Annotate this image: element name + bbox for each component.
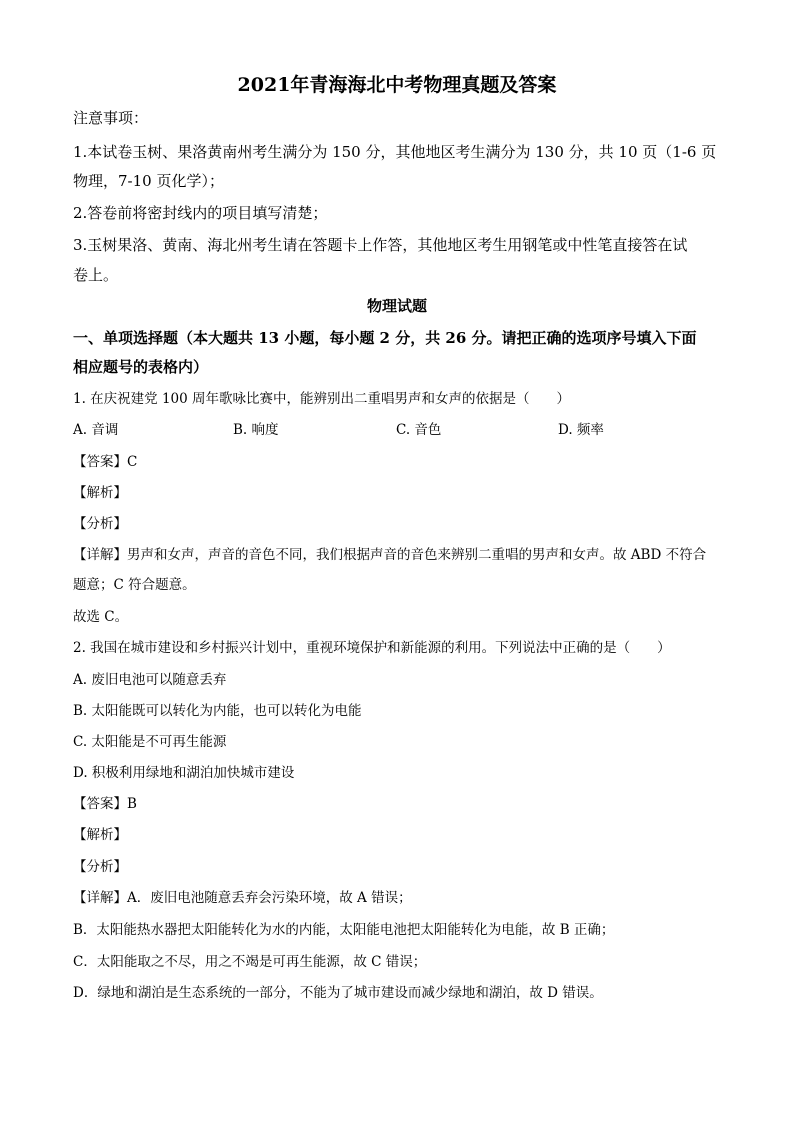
q2-fenxi: 【分析】	[73, 859, 127, 875]
q1-jiexi: 【解析】	[73, 485, 127, 501]
q2-option-b: B. 太阳能既可以转化为内能，也可以转化为电能	[73, 703, 362, 719]
q1-option-b: B. 响度	[233, 422, 279, 438]
q1-fenxi: 【分析】	[73, 516, 127, 532]
notice-item-3-line-2: 卷上。	[73, 266, 119, 284]
q2-detail-c: C．太阳能取之不尽，用之不竭是可再生能源，故 C 错误；	[73, 954, 427, 970]
notice-item-2: 2.答卷前将密封线内的项目填写清楚；	[73, 204, 328, 222]
q1-option-c: C. 音色	[396, 422, 442, 438]
notice-item-1-line-1: 1.本试卷玉树、果洛黄南州考生满分为 150 分，其他地区考生满分为 130 分，共 10 页（1-6 页	[73, 143, 717, 161]
document-title: 2021年青海海北中考物理真题及答案	[237, 74, 557, 96]
q2-detail-d: D．绿地和湖泊是生态系统的一部分，不能为了城市建设而减少绿地和湖泊，故 D 错误。	[73, 985, 603, 1001]
notice-item-1-line-2: 物理，7-10 页化学）；	[73, 172, 224, 190]
q1-stem: 1. 在庆祝建党 100 周年歌咏比赛中，能辨别出二重唱男声和女声的依据是（ ）	[73, 391, 571, 407]
notice-item-3-line-1: 3.玉树果洛、黄南、海北州考生请在答题卡上作答，其他地区考生用钢笔或中性笔直接答在试	[73, 236, 688, 254]
q1-option-d: D. 频率	[558, 422, 604, 438]
q2-option-d: D. 积极利用绿地和湖泊加快城市建设	[73, 765, 295, 781]
q2-option-a: A. 废旧电池可以随意丢弃	[73, 672, 227, 688]
part1-heading-line-1: 一、单项选择题（本大题共 13 小题，每小题 2 分，共 26 分。请把正确的选项序号填入下面	[73, 329, 697, 347]
q2-answer: 【答案】B	[73, 796, 137, 812]
q2-jiexi: 【解析】	[73, 827, 127, 843]
q1-conclusion: 故选 C。	[73, 609, 129, 625]
q2-option-c: C. 太阳能是不可再生能源	[73, 734, 227, 750]
q1-option-a: A. 音调	[73, 422, 119, 438]
notice-heading: 注意事项：	[73, 109, 149, 127]
q1-detail-line-2: 题意；C 符合题意。	[73, 577, 196, 593]
part1-heading-line-2: 相应题号的表格内）	[73, 358, 209, 376]
q2-detail-b: B．太阳能热水器把太阳能转化为水的内能，太阳能电池把太阳能转化为电能，故 B 正确；	[73, 922, 615, 938]
q1-detail-line-1: 【详解】男声和女声，声音的音色不同，我们根据声音的音色来辨别二重唱的男声和女声。故 ABD 不符合	[73, 547, 707, 563]
q2-detail-a: 【详解】A．废旧电池随意丢弃会污染环境，故 A 错误；	[73, 890, 412, 906]
section-title: 物理试题	[366, 297, 427, 315]
q1-answer: 【答案】C	[73, 454, 138, 470]
q2-stem: 2. 我国在城市建设和乡村振兴计划中，重视环境保护和新能源的利用。下列说法中正确的是（ ）	[73, 640, 671, 656]
